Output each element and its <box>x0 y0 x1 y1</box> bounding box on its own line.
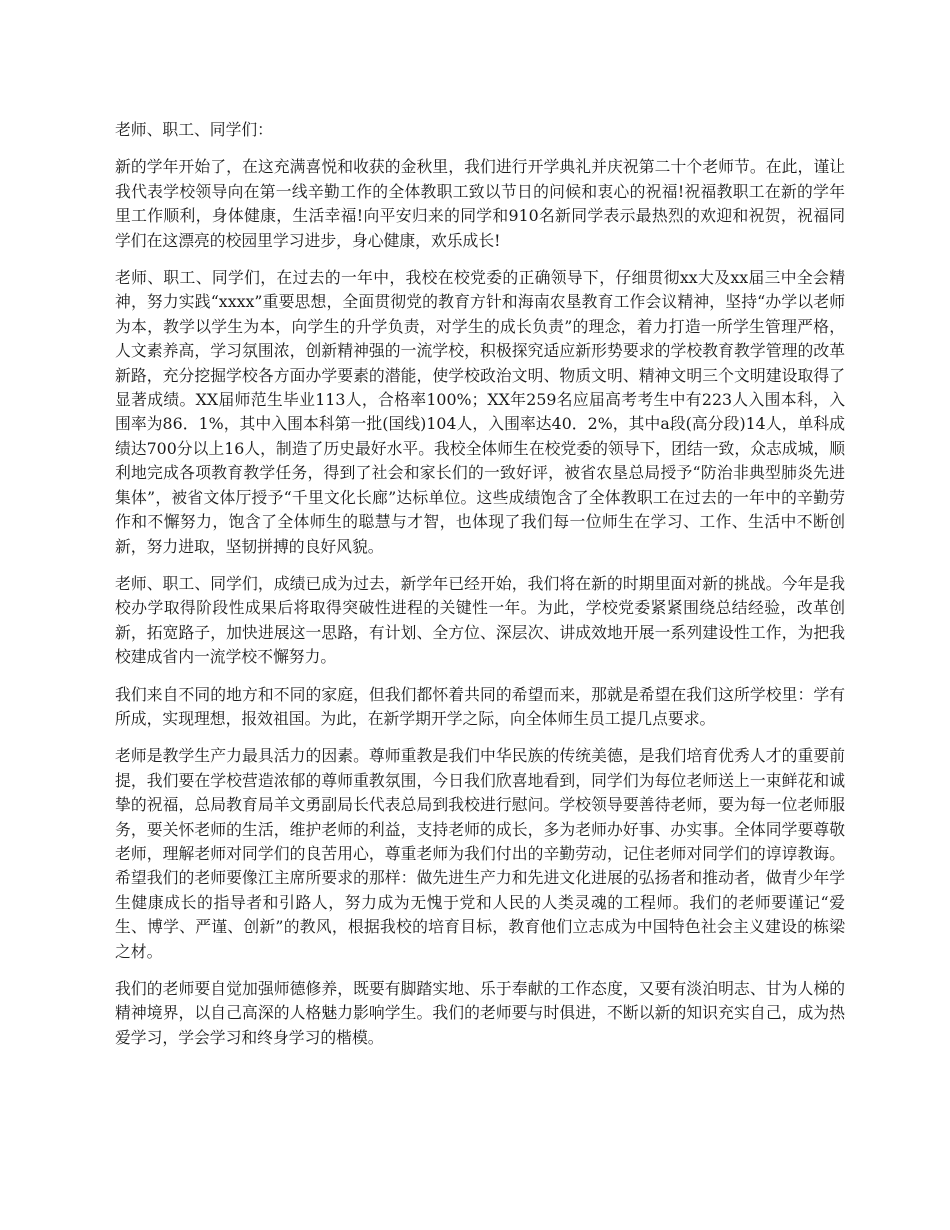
paragraph-opening: 新的学年开始了，在这充满喜悦和收获的金秋里，我们进行开学典礼并庆祝第二十个老师节。在此，谨让我代表学校领导向在第一线辛勤工作的全体教职工致以节日的问候和衷心的祝福!祝福教职工在新的学年里工作顺利，身体健康，生活幸福!向平安归来的同学和910名新同学表示最热烈的欢迎和祝贺，祝福同学们在这漂亮的校园里学习进步，身心健康，欢乐成长! <box>115 157 845 250</box>
paragraph-achievements: 老师、职工、同学们，在过去的一年中，我校在校党委的正确领导下，仔细贯彻xx大及xx届三中全会精神，努力实践“xxxx”重要思想，全面贯彻党的教育方针和海南农垦教育工作会议精神，坚持“办学以老师为本，教学以学生为本，向学生的升学负责，对学生的成长负责”的理念，着力打造一所学生管理严格，人文素养高，学习氛围浓，创新精神强的一流学校，积极探究适应新形势要求的学校教育教学管理的改革新路，充分挖掘学校各方面办学要素的潜能，使学校政治文明、物质文明、精神文明三个文明建设取得了显著成绩。XX届师范生毕业113人，合格率100%；XX年259名应届高考考生中有223人入围本科，入围率为86．1%，其中入围本科第一批(国线)104人，入围率达40．2%，其中a段(高分段)14人，单科成绩达700分以上16人，制造了历史最好水平。我校全体师生在校党委的领导下，团结一致，众志成城，顺利地完成各项教育教学任务，得到了社会和家长们的一致好评，被省农垦总局授予“防治非典型肺炎先进集体”，被省文体厅授予“千里文化长廊”达标单位。这些成绩饱含了全体教职工在过去的一年中的辛勤劳作和不懈努力，饱含了全体师生的聪慧与才智，也体现了我们每一位师生在学习、工作、生活中不断创新，努力进取，坚韧拼搏的良好风貌。 <box>115 268 845 556</box>
salutation: 老师、职工、同学们： <box>115 120 273 139</box>
paragraph-teacher-ethics: 我们的老师要自觉加强师德修养，既要有脚踏实地、乐于奉献的工作态度，又要有淡泊明志、甘为人梯的精神境界，以自己高深的人格魅力影响学生。我们的老师要与时俱进，不断以新的知识充实自己，成为热爱学习，学会学习和终身学习的楷模。 <box>115 979 845 1047</box>
paragraph-respect-teachers: 老师是教学生产力最具活力的因素。尊师重教是我们中华民族的传统美德，是我们培育优秀人才的重要前提，我们要在学校营造浓郁的尊师重教氛围，今日我们欣喜地看到，同学们为每位老师送上一束鲜花和诚挚的祝福，总局教育局羊文勇副局长代表总局到我校进行慰问。学校领导要善待老师，要为每一位老师服务，要关怀老师的生活，维护老师的利益，支持老师的成长，多为老师办好事、办实事。全体同学要尊敬老师，理解老师对同学们的良苦用心，尊重老师为我们付出的辛勤劳动，记住老师对同学们的谆谆教诲。希望我们的老师要像江主席所要求的那样：做先进生产力和先进文化进展的弘扬者和推动者，做青少年学生健康成长的指导者和引路人，努力成为无愧于党和人民的人类灵魂的工程师。我们的老师要谨记“爱生、博学、严谨、创新”的教风，根据我校的培育目标，教育他们立志成为中国特色社会主义建设的栋梁之材。 <box>115 746 845 961</box>
paragraph-new-challenges: 老师、职工、同学们，成绩已成为过去，新学年已经开始，我们将在新的时期里面对新的挑战。今年是我校办学取得阶段性成果后将取得突破性进程的关键性一年。为此，学校党委紧紧围绕总结经验，改革创新，拓宽路子，加快进展这一思路，有计划、全方位、深层次、讲成效地开展一系列建设性工作，为把我校建成省内一流学校不懈努力。 <box>115 573 845 667</box>
document-body <box>115 118 845 1063</box>
paragraph-shared-hope: 我们来自不同的地方和不同的家庭，但我们都怀着共同的希望而来，那就是希望在我们这所学校里：学有所成，实现理想，报效祖国。为此，在新学期开学之际，向全体师生员工提几点要求。 <box>115 684 845 728</box>
